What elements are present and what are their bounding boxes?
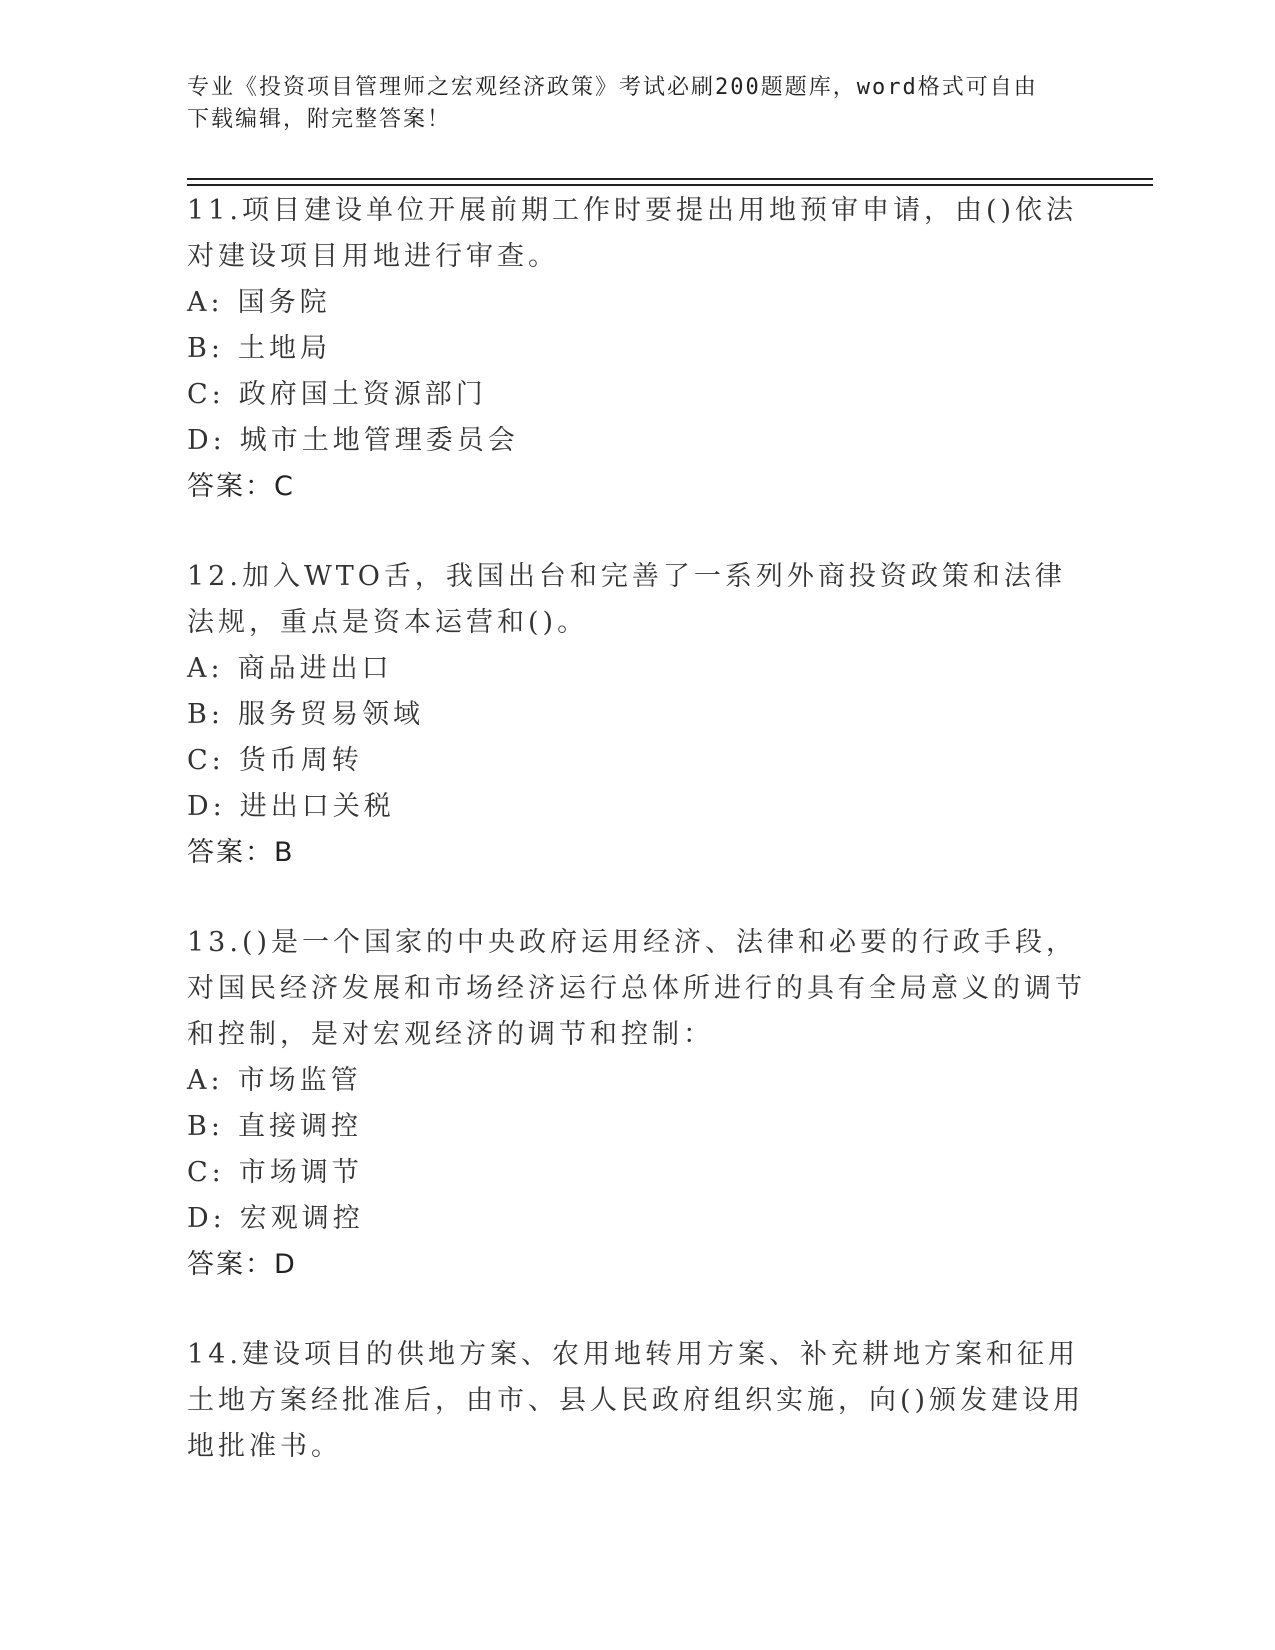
question-list (187, 188, 1087, 1514)
option-key: D: (187, 791, 226, 822)
option-a (187, 646, 1087, 692)
answer-line: 答案：B (187, 837, 295, 868)
option-value: 城市土地管理委员会 (239, 425, 519, 456)
option-d (187, 1196, 1087, 1242)
question-text: 13.()是一个国家的中央政府运用经济、法律和必要的行政手段，对国民经济发展和市场经济运行总体所进行的具有全局意义的调节和控制，是对宏观经济的调节和控制： (187, 927, 1086, 1050)
option-value: 土地局 (237, 333, 331, 364)
answer-line: 答案：D (187, 1249, 297, 1280)
option-value: 宏观调控 (239, 1203, 364, 1234)
option-d (187, 418, 1087, 464)
option-value: 市场调节 (238, 1157, 363, 1188)
question-14 (187, 1332, 1087, 1470)
option-d (187, 784, 1087, 830)
option-key: A: (187, 1065, 224, 1096)
question-11 (187, 188, 1087, 510)
option-c (187, 1150, 1087, 1196)
option-value: 直接调控 (237, 1111, 362, 1142)
option-key: B: (187, 699, 224, 730)
header-line-2: 下载编辑，附完整答案！ (187, 107, 452, 132)
option-b (187, 326, 1087, 372)
option-value: 货币周转 (238, 745, 363, 776)
option-key: C: (187, 745, 225, 776)
question-text: 11.项目建设单位开展前期工作时要提出用地预审申请，由()依法对建设项目用地进行审查。 (187, 195, 1078, 272)
question-13 (187, 920, 1087, 1288)
option-key: B: (187, 1111, 224, 1142)
answer-line: 答案：C (187, 471, 295, 502)
document-header (187, 72, 1087, 136)
option-key: A: (187, 287, 224, 318)
option-value: 进出口关税 (239, 791, 395, 822)
option-a (187, 1058, 1087, 1104)
question-text: 14.建设项目的供地方案、农用地转用方案、补充耕地方案和征用土地方案经批准后，由市、县人民政府组织实施，向()颁发建设用地批准书。 (187, 1339, 1085, 1462)
option-key: D: (187, 425, 226, 456)
option-key: D: (187, 1203, 226, 1234)
option-value: 服务贸易领域 (237, 699, 424, 730)
option-key: B: (187, 333, 224, 364)
header-divider-bottom (187, 184, 1153, 186)
option-c (187, 738, 1087, 784)
option-key: C: (187, 379, 225, 410)
option-b (187, 692, 1087, 738)
option-a (187, 280, 1087, 326)
option-b (187, 1104, 1087, 1150)
header-line-1: 专业《投资项目管理师之宏观经济政策》考试必刷200题题库，word格式可自由 (187, 75, 1038, 100)
option-value: 市场监管 (237, 1065, 362, 1096)
question-12 (187, 554, 1087, 876)
option-c (187, 372, 1087, 418)
option-key: C: (187, 1157, 225, 1188)
header-divider-top (187, 178, 1153, 180)
option-key: A: (187, 653, 224, 684)
option-value: 政府国土资源部门 (238, 379, 487, 410)
question-text: 12.加入WTO舌，我国出台和完善了一系列外商投资政策和法律法规，重点是资本运营和()。 (187, 561, 1066, 638)
option-value: 国务院 (237, 287, 331, 318)
option-value: 商品进出口 (237, 653, 393, 684)
